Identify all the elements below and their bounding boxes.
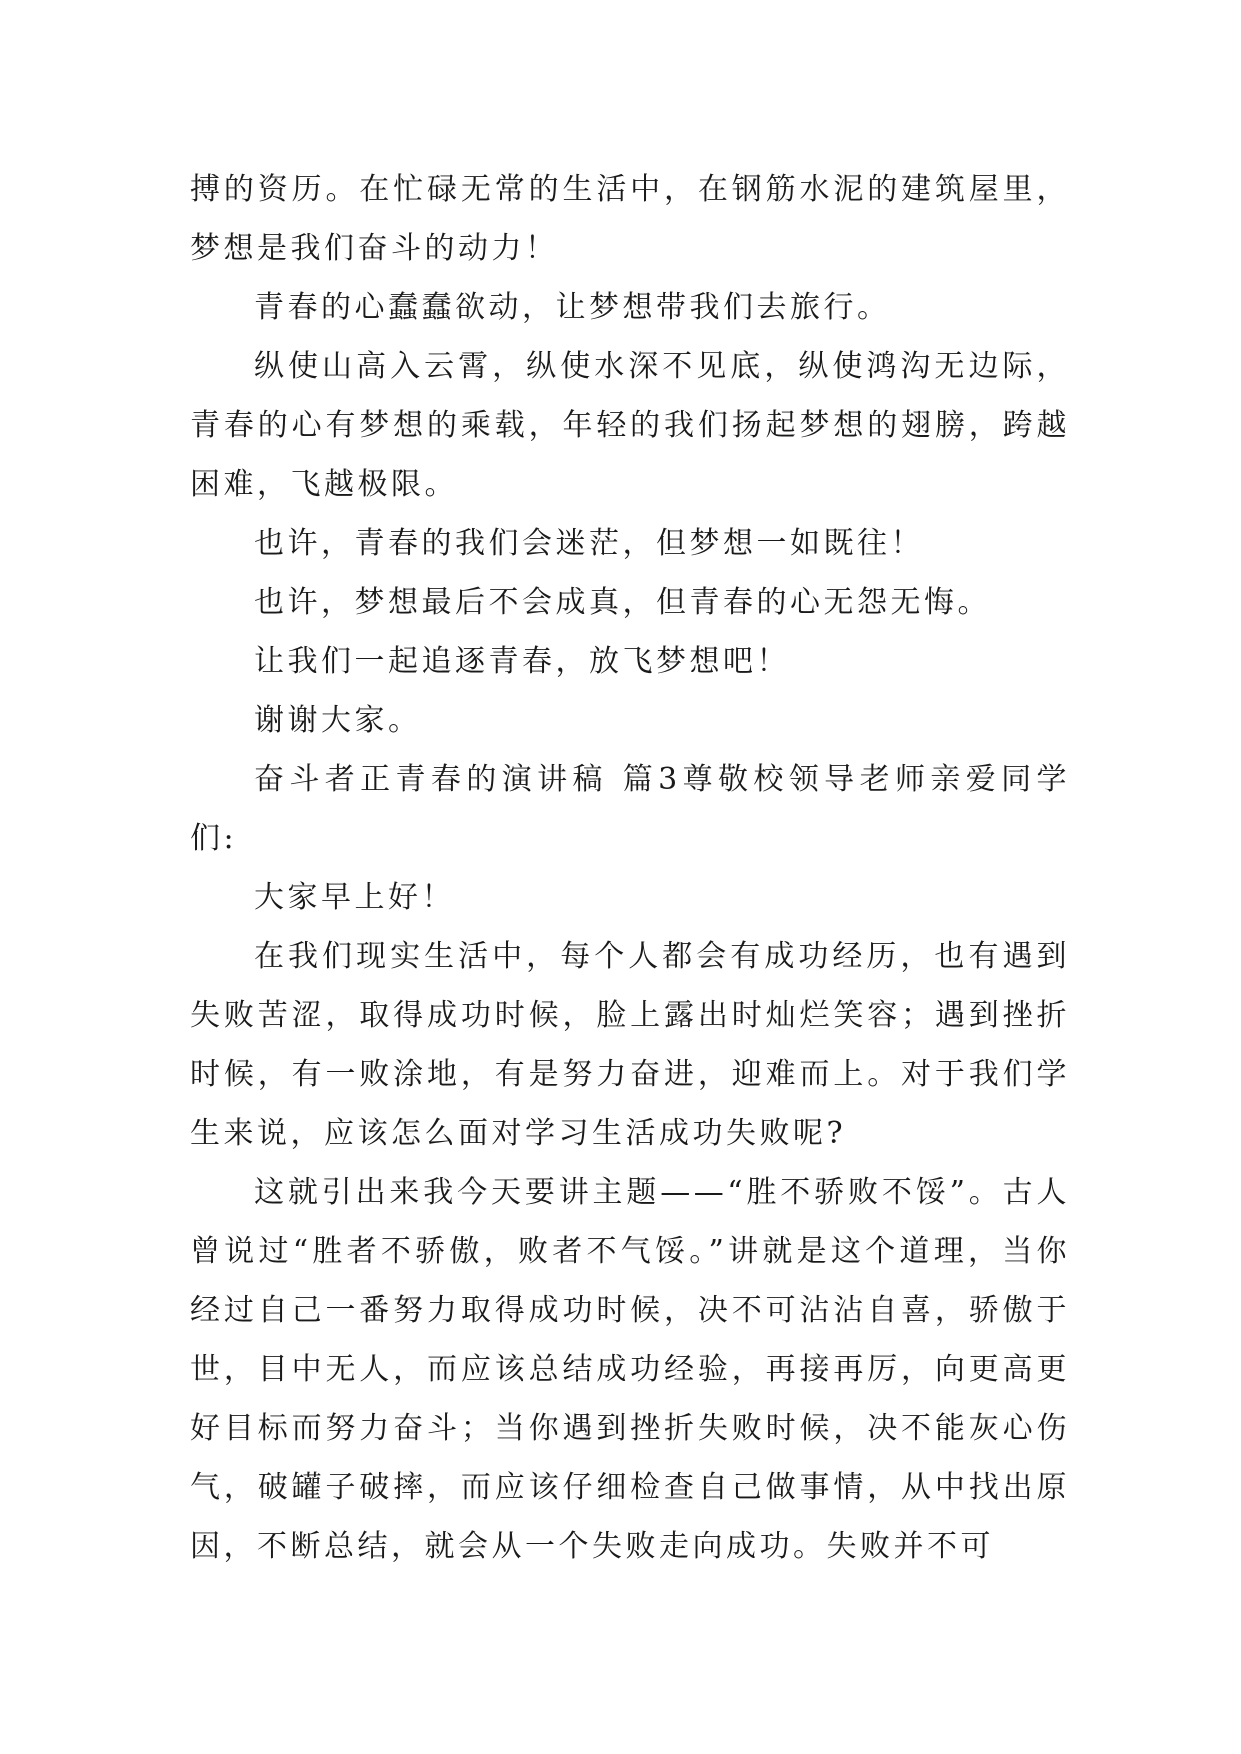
paragraph: 也许，梦想最后不会成真，但青春的心无怨无悔。 [254,585,991,620]
greeting-paragraph: 大家早上好！ [254,880,455,915]
section-heading-paragraph: 奋斗者正青春的演讲稿 篇3尊敬校领导老师亲爱同学们: [190,762,1070,856]
paragraph: 让我们一起追逐青春，放飞梦想吧！ [254,644,790,679]
paragraph: 搏的资历。在忙碌无常的生活中，在钢筋水泥的建筑屋里，梦想是我们奋斗的动力！ [190,172,1070,266]
paragraph: 纵使山高入云霄，纵使水深不见底，纵使鸿沟无边际，青春的心有梦想的乘载，年轻的我们扬起梦想的翅膀，跨越困难，飞越极限。 [190,349,1070,502]
document-body [190,160,1070,1576]
paragraph: 谢谢大家。 [254,703,422,738]
paragraph: 青春的心蠢蠢欲动，让梦想带我们去旅行。 [254,290,891,325]
paragraph: 在我们现实生活中，每个人都会有成功经历，也有遇到失败苦涩，取得成功时候，脸上露出时灿烂笑容；遇到挫折时候，有一败涂地，有是努力奋进，迎难而上。对于我们学生来说，应该怎么面对学习生活成功失败呢? [190,939,1070,1151]
paragraph: 这就引出来我今天要讲主题——“胜不骄败不馁”。古人曾说过“胜者不骄傲，败者不气馁。”讲就是这个道理，当你经过自己一番努力取得成功时候，决不可沾沾自喜，骄傲于世，目中无人，而应该总结成功经验，再接再厉，向更高更好目标而努力奋斗；当你遇到挫折失败时候，决不能灰心伤气，破罐子破摔，而应该仔细检查自己做事情，从中找出原因，不断总结，就会从一个失败走向成功。失败并不可 [190,1175,1070,1564]
paragraph: 也许，青春的我们会迷茫，但梦想一如既往！ [254,526,924,561]
